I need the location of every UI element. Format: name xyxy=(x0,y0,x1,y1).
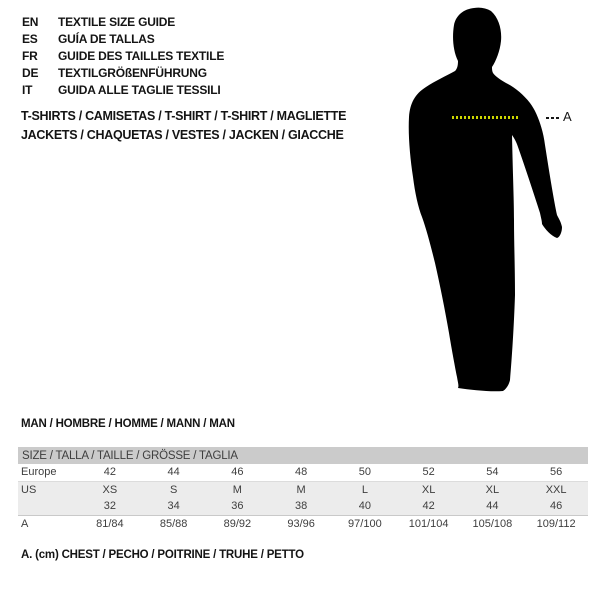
size-table xyxy=(18,447,588,532)
measurement-footnote: A. (cm) CHEST / PECHO / POITRINE / TRUHE / PETTO xyxy=(21,549,304,561)
language-code: EN xyxy=(22,14,39,29)
language-row-es xyxy=(22,30,224,47)
size-cell: 34 xyxy=(167,500,180,513)
category-lines xyxy=(21,109,346,147)
size-cell: L xyxy=(361,483,368,496)
language-code: DE xyxy=(22,65,39,80)
language-label: GUIDE DES TAILLES TEXTILE xyxy=(58,48,225,63)
language-label: GUIDA ALLE TAGLIE TESSILI xyxy=(58,82,221,97)
row-label: Europe xyxy=(21,466,57,479)
language-row-de xyxy=(22,64,224,81)
size-cell: 105/108 xyxy=(472,517,513,530)
man-silhouette-figure xyxy=(402,5,592,397)
size-table-header-row xyxy=(18,447,588,464)
size-cell: S xyxy=(169,483,178,496)
row-label xyxy=(18,498,78,515)
size-cell: 32 xyxy=(103,500,116,513)
language-code: FR xyxy=(22,48,38,63)
size-cell: 52 xyxy=(422,466,435,479)
size-cell: XS xyxy=(102,483,118,496)
language-code: IT xyxy=(22,82,33,97)
language-label: TEXTILE SIZE GUIDE xyxy=(58,14,176,29)
size-cell: M xyxy=(232,483,242,496)
row-label: US xyxy=(21,483,37,496)
size-cell: 36 xyxy=(231,500,244,513)
size-cell: 46 xyxy=(550,500,563,513)
gender-section-title: MAN / HOMBRE / HOMME / MANN / MAN xyxy=(21,418,235,430)
category-tshirts: T-SHIRTS / CAMISETAS / T-SHIRT / T-SHIRT / MAGLIETTE xyxy=(21,109,347,123)
language-label: GUÍA DE TALLAS xyxy=(58,31,155,46)
size-cell: 93/96 xyxy=(287,517,315,530)
language-row-fr xyxy=(22,47,224,64)
size-cell: 48 xyxy=(295,466,308,479)
language-row-en xyxy=(22,13,224,30)
size-cell: M xyxy=(296,483,306,496)
size-cell: 97/100 xyxy=(348,517,382,530)
measure-label-a: A xyxy=(563,109,572,124)
size-cell: 44 xyxy=(486,500,499,513)
category-jackets: JACKETS / CHAQUETAS / VESTES / JACKEN / GIACCHE xyxy=(21,128,344,142)
size-cell: 40 xyxy=(358,500,371,513)
table-row-us xyxy=(18,481,588,498)
size-cell: 50 xyxy=(358,466,371,479)
size-cell: 54 xyxy=(486,466,499,479)
size-cell: 101/104 xyxy=(408,517,449,530)
chest-measure-dashes xyxy=(452,116,519,119)
size-cell: 46 xyxy=(231,466,244,479)
size-table-header: SIZE / TALLA / TAILLE / GRÖSSE / TAGLIA xyxy=(18,447,588,464)
size-cell: 109/112 xyxy=(536,517,576,530)
size-cell: XL xyxy=(421,483,436,496)
language-row-it xyxy=(22,81,224,98)
language-code: ES xyxy=(22,31,38,46)
table-row-europe xyxy=(18,464,588,481)
table-row-chest xyxy=(18,515,588,532)
measure-leader-dashes xyxy=(546,117,561,119)
row-label: A xyxy=(21,517,29,530)
size-cell: 89/92 xyxy=(223,517,252,530)
size-cell: 42 xyxy=(422,500,435,513)
size-cell: XXL xyxy=(545,483,567,496)
table-row-numeric xyxy=(18,498,588,515)
size-cell: 42 xyxy=(103,466,116,479)
language-label: TEXTILGRÖßENFÜHRUNG xyxy=(58,65,207,80)
size-cell: 56 xyxy=(550,466,563,479)
size-cell: 81/84 xyxy=(96,517,124,530)
size-cell: 85/88 xyxy=(159,517,188,530)
size-cell: XL xyxy=(485,483,500,496)
language-list xyxy=(22,13,224,98)
size-cell: 38 xyxy=(295,500,308,513)
size-cell: 44 xyxy=(167,466,180,479)
man-silhouette xyxy=(402,5,592,397)
